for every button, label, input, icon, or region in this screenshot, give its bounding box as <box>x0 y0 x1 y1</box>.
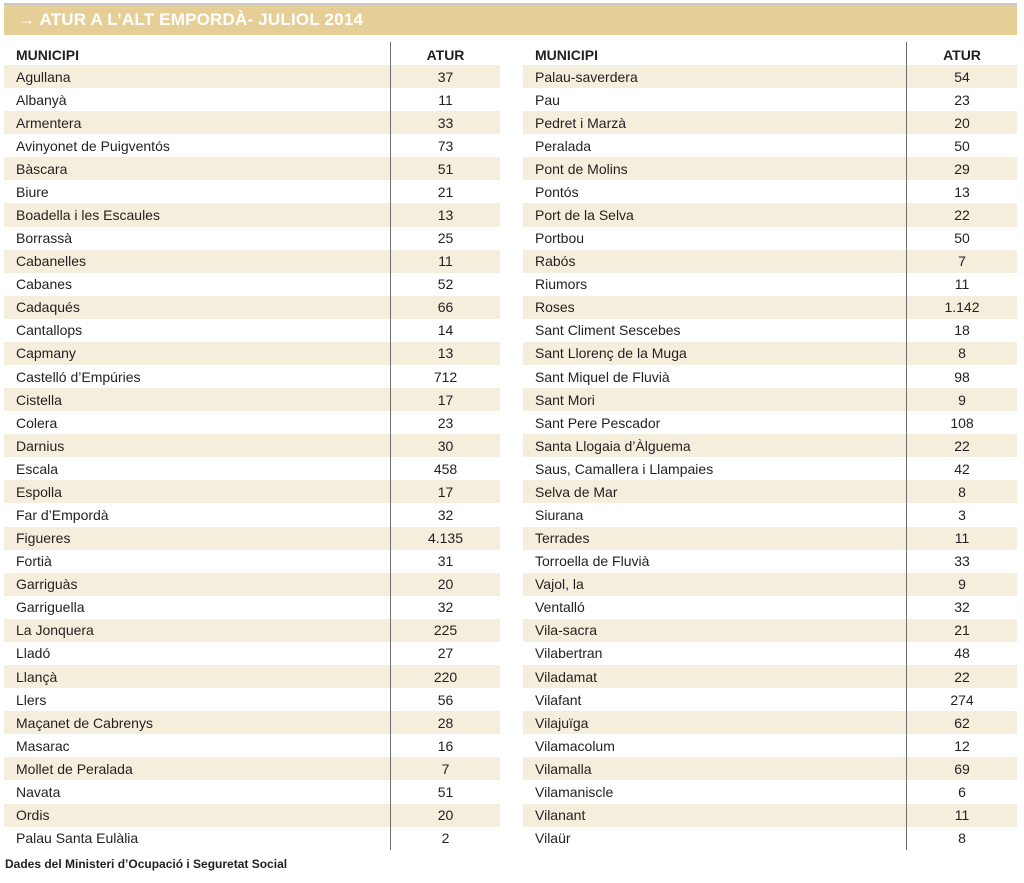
atur-value: 22 <box>906 203 1017 226</box>
table-row <box>4 296 500 319</box>
municipi-name: Pedret i Marzà <box>535 114 627 131</box>
atur-value: 25 <box>390 227 500 250</box>
municipi-name: Selva de Mar <box>535 483 618 500</box>
municipi-name: Figueres <box>16 530 71 547</box>
table-row <box>523 780 1017 803</box>
atur-value: 12 <box>906 734 1017 757</box>
table-row <box>523 642 1017 665</box>
atur-value: 62 <box>906 711 1017 734</box>
table-row <box>4 250 500 273</box>
atur-value: 8 <box>906 342 1017 365</box>
atur-value: 28 <box>390 711 500 734</box>
page-title: → ATUR A L’ALT EMPORDÀ- JULIOL 2014 <box>18 10 364 29</box>
atur-value: 18 <box>906 319 1017 342</box>
table-row <box>4 157 500 180</box>
atur-value: 32 <box>390 503 500 526</box>
atur-value: 16 <box>390 734 500 757</box>
table-row <box>4 642 500 665</box>
table-row <box>4 665 500 688</box>
table-row <box>4 411 500 434</box>
municipi-name: Armentera <box>16 114 82 131</box>
table-row <box>523 250 1017 273</box>
table-row <box>523 180 1017 203</box>
atur-value: 56 <box>390 688 500 711</box>
municipi-name: Garriguàs <box>16 576 78 593</box>
table-row <box>523 596 1017 619</box>
atur-value: 712 <box>390 365 500 388</box>
atur-value: 33 <box>390 111 500 134</box>
table-row <box>4 573 500 596</box>
atur-value: 50 <box>906 134 1017 157</box>
atur-value: 48 <box>906 642 1017 665</box>
municipi-name: Masarac <box>16 737 70 754</box>
atur-value: 220 <box>390 665 500 688</box>
table-row <box>523 273 1017 296</box>
municipi-name: Albanyà <box>16 91 67 108</box>
table-row <box>4 688 500 711</box>
table-row <box>4 134 500 157</box>
atur-value: 20 <box>906 111 1017 134</box>
atur-value: 11 <box>390 250 500 273</box>
municipi-name: Cabanelles <box>16 253 87 270</box>
municipi-name: Ventalló <box>535 599 585 616</box>
table-row <box>4 203 500 226</box>
atur-value: 4.135 <box>390 527 500 550</box>
table-row <box>4 180 500 203</box>
municipi-name: Maçanet de Cabrenys <box>16 714 153 731</box>
atur-value: 27 <box>390 642 500 665</box>
municipi-name: Colera <box>16 414 58 431</box>
municipi-name: Capmany <box>16 345 76 362</box>
municipi-name: Cantallops <box>16 322 83 339</box>
municipi-name: Borrassà <box>16 230 73 247</box>
atur-value: 31 <box>390 550 500 573</box>
atur-value: 22 <box>906 434 1017 457</box>
atur-value: 21 <box>906 619 1017 642</box>
table-row <box>4 503 500 526</box>
municipi-name: Fortià <box>16 553 52 570</box>
table-row <box>523 203 1017 226</box>
table-row <box>4 550 500 573</box>
table-row <box>4 227 500 250</box>
atur-value: 51 <box>390 780 500 803</box>
atur-value: 51 <box>390 157 500 180</box>
table-row <box>4 388 500 411</box>
municipi-name: Garriguella <box>16 599 85 616</box>
atur-value: 274 <box>906 688 1017 711</box>
atur-value: 37 <box>390 65 500 88</box>
table-right <box>523 42 1017 850</box>
municipi-name: Viladamat <box>535 668 598 685</box>
atur-value: 13 <box>390 342 500 365</box>
atur-value: 17 <box>390 480 500 503</box>
table-row <box>523 388 1017 411</box>
municipi-name: Mollet de Peralada <box>16 760 133 777</box>
table-row <box>523 734 1017 757</box>
table-row <box>4 365 500 388</box>
atur-value: 2 <box>390 827 500 850</box>
atur-value: 29 <box>906 157 1017 180</box>
atur-value: 7 <box>906 250 1017 273</box>
municipi-name: Agullana <box>16 68 71 85</box>
table-row <box>523 111 1017 134</box>
municipi-name: Vilamacolum <box>535 737 615 754</box>
table-row <box>4 88 500 111</box>
atur-value: 225 <box>390 619 500 642</box>
table-row <box>523 65 1017 88</box>
table-row <box>4 711 500 734</box>
table-row <box>523 688 1017 711</box>
atur-value: 23 <box>906 88 1017 111</box>
municipi-name: Terrades <box>535 530 590 547</box>
table-row <box>523 527 1017 550</box>
table-row <box>523 296 1017 319</box>
municipi-name: Pau <box>535 91 560 108</box>
atur-value: 42 <box>906 457 1017 480</box>
table-row <box>523 619 1017 642</box>
atur-value: 11 <box>906 273 1017 296</box>
municipi-name: Castelló d’Empúries <box>16 368 141 385</box>
table-row <box>4 65 500 88</box>
table-body <box>523 65 1017 850</box>
table-row <box>523 157 1017 180</box>
municipi-name: Port de la Selva <box>535 207 634 223</box>
table-row <box>523 434 1017 457</box>
table-row <box>523 503 1017 526</box>
municipi-name: Avinyonet de Puigventós <box>16 137 170 154</box>
table-row <box>4 619 500 642</box>
atur-value: 8 <box>906 827 1017 850</box>
municipi-name: Pont de Molins <box>535 160 628 177</box>
table-row <box>4 527 500 550</box>
atur-value: 108 <box>906 411 1017 434</box>
table-row <box>4 734 500 757</box>
atur-value: 8 <box>906 480 1017 503</box>
table-left <box>4 42 500 850</box>
municipi-name: Escala <box>16 460 59 477</box>
table-row <box>4 434 500 457</box>
municipi-name: Vilafant <box>535 691 582 708</box>
municipi-name: Ordis <box>16 807 50 824</box>
municipi-name: Boadella i les Escaules <box>16 207 160 223</box>
atur-value: 11 <box>906 527 1017 550</box>
atur-value: 32 <box>390 596 500 619</box>
municipi-name: Santa Llogaia d’Àlguema <box>535 437 691 454</box>
municipi-name: Far d’Empordà <box>16 507 109 524</box>
table-row <box>523 319 1017 342</box>
column-header-municipi: MUNICIPI <box>535 47 598 63</box>
table-row <box>4 757 500 780</box>
atur-value: 13 <box>390 203 500 226</box>
table-row <box>523 365 1017 388</box>
atur-value: 458 <box>390 457 500 480</box>
atur-value: 21 <box>390 180 500 203</box>
municipi-name: Espolla <box>16 483 62 500</box>
atur-value: 32 <box>906 596 1017 619</box>
atur-value: 11 <box>906 804 1017 827</box>
atur-value: 20 <box>390 804 500 827</box>
municipi-name: Cabanes <box>16 276 73 293</box>
atur-value: 73 <box>390 134 500 157</box>
municipi-name: Biure <box>16 183 49 200</box>
municipi-name: Darnius <box>16 437 65 454</box>
table-row <box>523 711 1017 734</box>
municipi-name: Palau Santa Eulàlia <box>16 830 139 847</box>
atur-value: 11 <box>390 88 500 111</box>
table-header <box>523 42 1017 65</box>
municipi-name: Torroella de Fluvià <box>535 553 650 570</box>
municipi-name: Navata <box>16 783 61 800</box>
atur-value: 7 <box>390 757 500 780</box>
table-row <box>523 480 1017 503</box>
title-banner <box>4 3 1017 35</box>
municipi-name: Lladó <box>16 645 51 662</box>
atur-value: 50 <box>906 227 1017 250</box>
atur-value: 17 <box>390 388 500 411</box>
table-row <box>4 780 500 803</box>
table-row <box>523 227 1017 250</box>
municipi-name: Sant Pere Pescador <box>535 414 661 431</box>
table-row <box>523 573 1017 596</box>
table-row <box>523 134 1017 157</box>
municipi-name: Cadaqués <box>16 299 80 316</box>
municipi-name: Sant Miquel de Fluvià <box>535 368 670 385</box>
municipi-name: Vilamalla <box>535 760 592 777</box>
table-row <box>4 342 500 365</box>
table-row <box>523 342 1017 365</box>
municipi-name: Bàscara <box>16 160 68 177</box>
municipi-name: Sant Climent Sescebes <box>535 322 681 339</box>
table-row <box>523 550 1017 573</box>
column-header-atur: ATUR <box>390 42 500 65</box>
municipi-name: Roses <box>535 299 575 316</box>
municipi-name: Peralada <box>535 137 592 154</box>
table-body <box>4 65 500 850</box>
atur-value: 3 <box>906 503 1017 526</box>
municipi-name: Vajol, la <box>535 576 584 593</box>
municipi-name: Llançà <box>16 668 58 685</box>
atur-value: 52 <box>390 273 500 296</box>
table-header <box>4 42 500 65</box>
atur-value: 6 <box>906 780 1017 803</box>
municipi-name: Sant Llorenç de la Muga <box>535 345 687 362</box>
atur-value: 30 <box>390 434 500 457</box>
table-row <box>523 827 1017 850</box>
atur-value: 14 <box>390 319 500 342</box>
municipi-name: Sant Mori <box>535 391 595 408</box>
municipi-name: La Jonquera <box>16 622 94 639</box>
table-row <box>4 457 500 480</box>
municipi-name: Saus, Camallera i Llampaies <box>535 460 714 477</box>
atur-value: 98 <box>906 365 1017 388</box>
table-row <box>4 111 500 134</box>
table-row <box>523 665 1017 688</box>
table-row <box>523 804 1017 827</box>
atur-value: 9 <box>906 573 1017 596</box>
municipi-name: Vilanant <box>535 807 586 824</box>
municipi-name: Vilamaniscle <box>535 783 614 800</box>
table-row <box>4 273 500 296</box>
municipi-name: Palau-saverdera <box>535 68 638 85</box>
table-row <box>523 88 1017 111</box>
municipi-name: Riumors <box>535 276 588 293</box>
municipi-name: Cistella <box>16 391 62 408</box>
atur-value: 13 <box>906 180 1017 203</box>
table-row <box>4 480 500 503</box>
column-header-municipi: MUNICIPI <box>16 47 79 63</box>
table-row <box>4 319 500 342</box>
source-note: Dades del Ministeri d’Ocupació i Seguretat Social <box>5 857 288 871</box>
municipi-name: Llers <box>16 691 47 708</box>
table-row <box>4 596 500 619</box>
atur-value: 9 <box>906 388 1017 411</box>
municipi-name: Pontós <box>535 183 579 200</box>
municipi-name: Rabós <box>535 253 576 270</box>
table-row <box>523 411 1017 434</box>
table-row <box>4 804 500 827</box>
municipi-name: Vilajuïga <box>535 714 589 731</box>
atur-value: 66 <box>390 296 500 319</box>
atur-value: 69 <box>906 757 1017 780</box>
municipi-name: Vilabertran <box>535 645 603 662</box>
atur-value: 54 <box>906 65 1017 88</box>
atur-value: 22 <box>906 665 1017 688</box>
atur-value: 20 <box>390 573 500 596</box>
municipi-name: Vilaür <box>535 830 571 847</box>
atur-value: 33 <box>906 550 1017 573</box>
municipi-name: Siurana <box>535 507 584 524</box>
municipi-name: Portbou <box>535 230 585 247</box>
atur-value: 1.142 <box>906 296 1017 319</box>
atur-value: 23 <box>390 411 500 434</box>
table-row <box>523 757 1017 780</box>
municipi-name: Vila-sacra <box>535 622 597 639</box>
table-row <box>4 827 500 850</box>
table-row <box>523 457 1017 480</box>
column-header-atur: ATUR <box>906 42 1017 65</box>
